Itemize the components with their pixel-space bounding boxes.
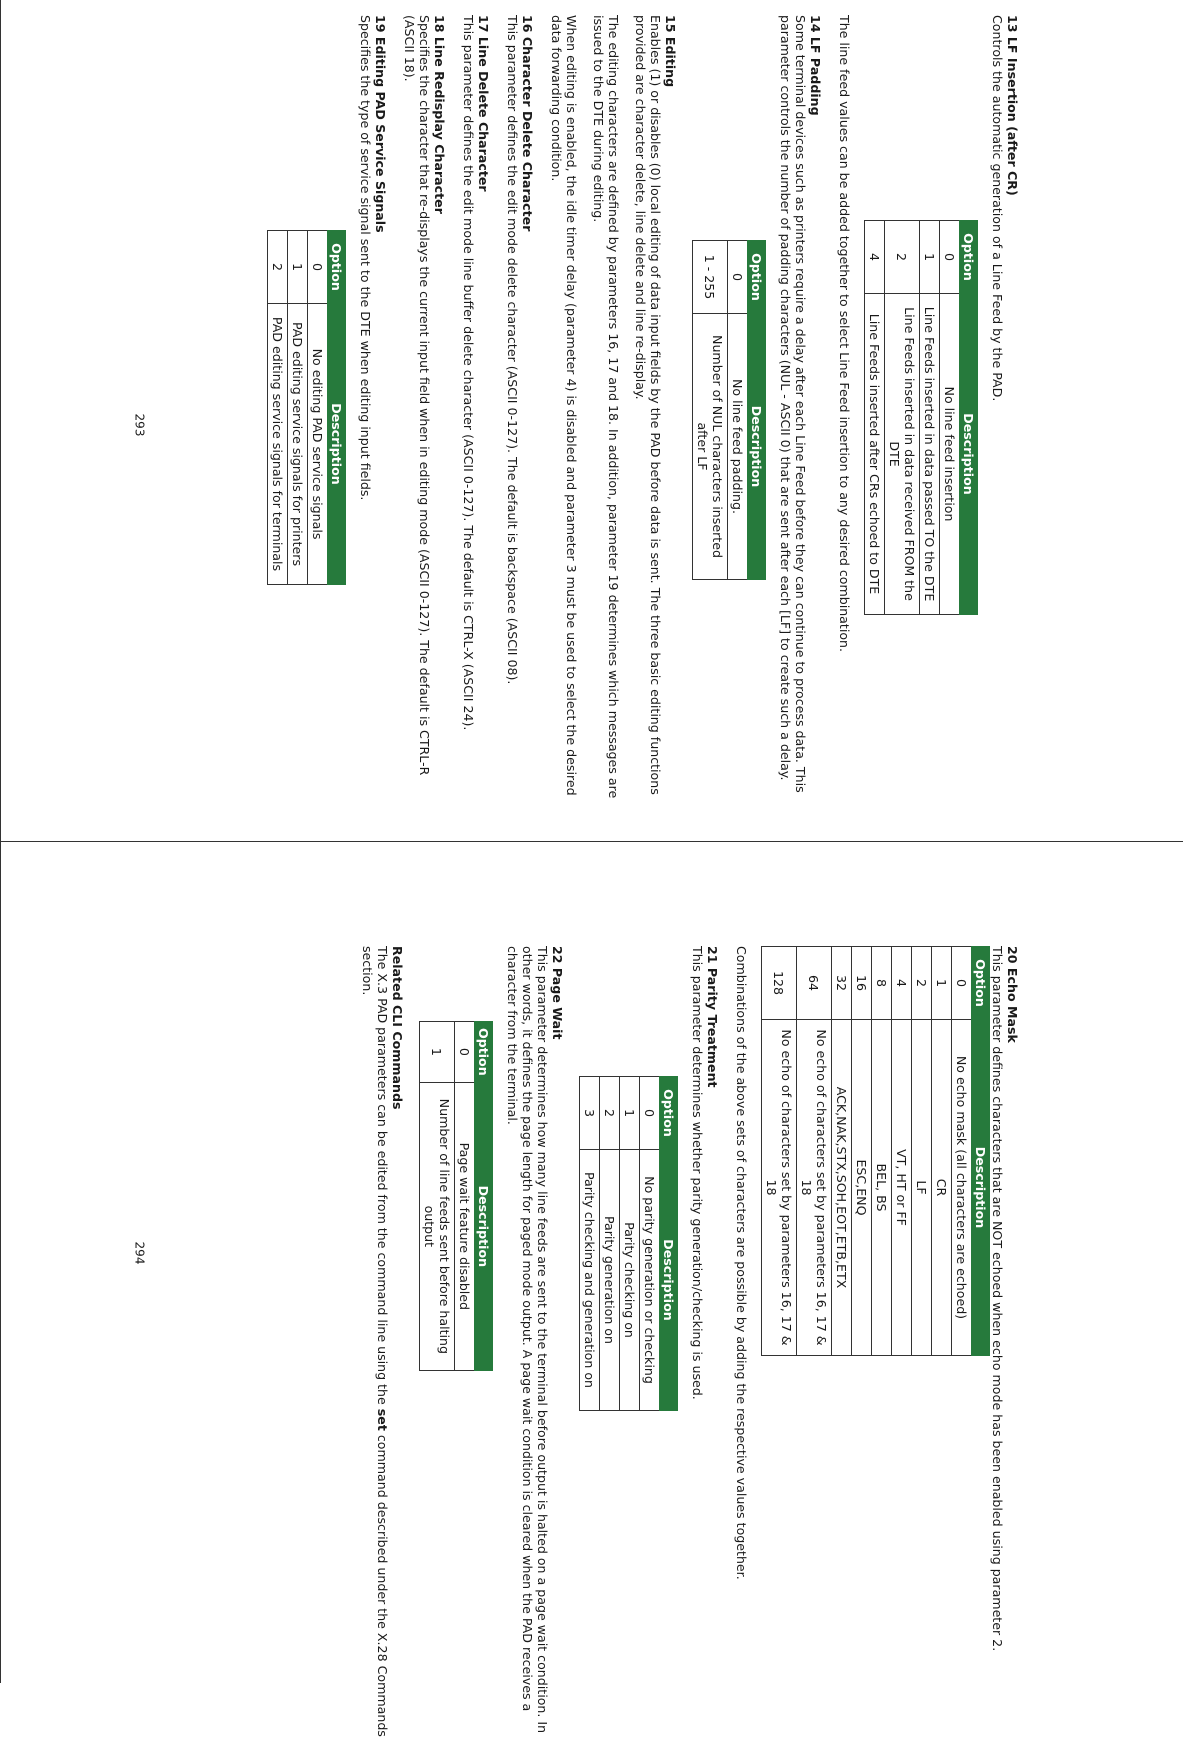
section-14-text: Some terminal devices such as printers require a delay after each Line Feed before they can continue to process data. This parameter controls the number of padding characters (NUL - ASCII 0) that are sent after each [LF] to create such a delay. <box>778 15 808 793</box>
option-header: Option <box>475 1022 493 1083</box>
description-cell: ACK,NAK,STX,SOH,EOT,ETB,ETX <box>832 1020 852 1356</box>
option-cell: 2 <box>912 947 932 1020</box>
table-header <box>960 221 978 615</box>
option-cell: 1 - 255 <box>693 241 728 314</box>
section-13-title: 13 LF Insertion (after CR) <box>1005 15 1020 196</box>
section-13-note: The line feed values can be added together to select Line Feed insertion to any desired combination. <box>837 15 852 653</box>
section-15-text-2: The editing characters are defined by parameters 16, 17 and 18. In addition, parameter 19 determines which messages are issued to the DTE during editing. <box>591 15 621 799</box>
description-cell: No echo of characters set by parameters 16, 17 & 18 <box>797 1020 832 1356</box>
option-cell: 4 <box>865 221 885 294</box>
set-command: set <box>375 1408 390 1431</box>
description-cell: CR <box>932 1020 952 1356</box>
table-row <box>892 947 912 1356</box>
section-20 <box>734 946 1020 1746</box>
description-cell: VT, HT or FF <box>892 1020 912 1356</box>
description-cell: Line Feeds inserted in data passed TO the DTE <box>920 294 940 615</box>
option-cell: 1 <box>288 231 308 304</box>
option-header: Option <box>960 221 978 294</box>
section-16-text: This parameter defines the edit mode delete character (ASCII 0-127). The default is backspace (ASCII 08). <box>505 15 520 685</box>
option-header: Option <box>972 947 990 1020</box>
option-cell: 0 <box>728 241 748 314</box>
lf-insertion-table <box>864 220 978 615</box>
description-cell: BEL, BS <box>872 1020 892 1356</box>
description-cell: PAD editing service signals for printers <box>288 304 308 585</box>
table-row <box>872 947 892 1356</box>
option-cell: 128 <box>762 947 797 1020</box>
table-header <box>748 241 766 580</box>
option-cell: 3 <box>580 1077 600 1150</box>
section-16 <box>505 15 535 815</box>
section-20-title: 20 Echo Mask <box>1005 946 1020 1043</box>
section-18 <box>402 15 447 815</box>
section-13-text: Controls the automatic generation of a Line Feed by the PAD. <box>990 15 1005 402</box>
option-cell: 2 <box>268 231 288 304</box>
section-13 <box>837 15 1020 815</box>
section-22 <box>419 946 565 1746</box>
description-cell: Parity checking on <box>620 1150 640 1411</box>
section-19-title: 19 Editing PAD Service Signals <box>373 15 388 233</box>
section-19-text: Specifies the type of service signal sent to the DTE when editing input fields. <box>358 15 373 501</box>
option-header: Option <box>748 241 766 314</box>
option-cell: 0 <box>308 231 328 304</box>
option-cell: 8 <box>872 947 892 1020</box>
option-header: Option <box>328 231 346 304</box>
description-header: Description <box>748 314 766 580</box>
section-22-text: This parameter determines how many line feeds are sent to the terminal before output is halted on a page wait condition. In other words, it defines the page length for paged mode output. A page wait condition is cleared when the PAD receives a character from the terminal. <box>505 946 550 1734</box>
description-header: Description <box>475 1082 493 1370</box>
table-row <box>580 1077 600 1411</box>
table-row <box>852 947 872 1356</box>
page-293-content <box>120 15 1020 815</box>
description-cell: No echo mask (all characters are echoed) <box>952 1020 972 1356</box>
related-commands-title: Related CLI Commands <box>390 946 405 1110</box>
description-cell: No parity generation or checking <box>640 1150 660 1411</box>
echo-mask-table <box>761 946 990 1356</box>
table-row <box>832 947 852 1356</box>
table-row <box>932 947 952 1356</box>
description-cell: Line Feeds inserted after CRs echoed to DTE <box>865 294 885 615</box>
description-cell: Parity checking and generation on <box>580 1150 600 1411</box>
table-row <box>455 1022 475 1371</box>
section-14 <box>692 15 823 815</box>
description-cell: Page wait feature disabled <box>455 1082 475 1370</box>
section-18-title: 18 Line Redisplay Character <box>432 15 447 214</box>
description-cell: No echo of characters set by parameters 16, 17 & 18 <box>762 1020 797 1356</box>
section-21-text: This parameter determines whether parity generation/checking is used. <box>690 946 705 1400</box>
section-19 <box>267 15 388 815</box>
section-16-title: 16 Character Delete Character <box>520 15 535 232</box>
table-row <box>640 1077 660 1411</box>
option-cell: 0 <box>952 947 972 1020</box>
parity-table <box>579 1076 678 1411</box>
section-18-text: Specifies the character that re-displays the current input field when in editing mode (ASCII 0-127). The default is CTRL-R (ASCII 18). <box>402 15 432 776</box>
option-cell: 1 <box>932 947 952 1020</box>
option-cell: 0 <box>940 221 960 294</box>
table-row <box>693 241 728 580</box>
description-cell: Line Feeds inserted in data received FROM the DTE <box>885 294 920 615</box>
table-row <box>952 947 972 1356</box>
lf-padding-table <box>692 240 766 580</box>
option-cell: 0 <box>640 1077 660 1150</box>
related-commands-text <box>360 946 390 1746</box>
description-cell: No line feed insertion <box>940 294 960 615</box>
option-cell: 0 <box>455 1022 475 1083</box>
section-21 <box>579 946 720 1746</box>
table-header <box>660 1077 678 1411</box>
related-commands <box>360 946 405 1746</box>
section-21-title: 21 Parity Treatment <box>705 946 720 1088</box>
table-row <box>620 1077 640 1411</box>
page-number: 294 <box>132 1241 147 1265</box>
description-cell: Number of NUL characters inserted after LF <box>693 314 728 580</box>
table-row <box>865 221 885 615</box>
option-cell: 1 <box>920 221 940 294</box>
table-row <box>600 1077 620 1411</box>
section-15 <box>549 15 678 815</box>
section-17-text: This parameter defines the edit mode line buffer delete character (ASCII 0-127). The default is CTRL-X (ASCII 24). <box>461 15 476 731</box>
description-header: Description <box>328 304 346 585</box>
option-header: Option <box>660 1077 678 1150</box>
description-cell: No line feed padding. <box>728 314 748 580</box>
description-cell: Parity generation on <box>600 1150 620 1411</box>
table-row <box>420 1022 455 1371</box>
table-row <box>762 947 797 1356</box>
description-cell: ESC,ENQ <box>852 1020 872 1356</box>
related-text-after: command described under the X.28 Commands section. <box>360 946 390 1737</box>
section-20-note: Combinations of the above sets of characters are possible by adding the respective values together. <box>734 946 749 1580</box>
table-row <box>940 221 960 615</box>
table-row <box>920 221 940 615</box>
description-cell: No editing PAD service signals <box>308 304 328 585</box>
table-header <box>972 947 990 1356</box>
table-header <box>475 1022 493 1371</box>
table-row <box>308 231 328 585</box>
option-cell: 2 <box>885 221 920 294</box>
description-cell: Number of line feeds sent before halting output <box>420 1082 455 1370</box>
option-cell: 32 <box>832 947 852 1020</box>
option-cell: 64 <box>797 947 832 1020</box>
description-cell: PAD editing service signals for terminals <box>268 304 288 585</box>
table-row <box>885 221 920 615</box>
section-15-text-1: Enables (1) or disables (0) local editing of data input fields by the PAD before data is sent. The three basic editing functions provided are character delete, line delete and line re-display. <box>633 15 663 795</box>
table-header <box>328 231 346 585</box>
table-row <box>728 241 748 580</box>
related-text-before: The X.3 PAD parameters can be edited from the command line using the <box>375 946 390 1409</box>
section-22-title: 22 Page Wait <box>550 946 565 1040</box>
table-row <box>268 231 288 585</box>
section-17 <box>461 15 491 815</box>
page-294-content <box>120 946 1020 1746</box>
section-14-title: 14 LF Padding <box>808 15 823 116</box>
section-15-text-3: When editing is enabled, the idle timer delay (parameter 4) is disabled and parameter 3 must be used to select the desired data forwarding condition. <box>549 15 579 796</box>
table-row <box>797 947 832 1356</box>
page-293 <box>0 0 1183 841</box>
section-20-text: This parameter defines characters that are NOT echoed when echo mode has been enabled using parameter 2. <box>990 946 1005 1652</box>
description-header: Description <box>960 294 978 615</box>
table-row <box>288 231 308 585</box>
description-header: Description <box>972 1020 990 1356</box>
page-number: 293 <box>132 413 147 437</box>
description-header: Description <box>660 1150 678 1411</box>
page-wait-table <box>419 1021 493 1371</box>
table-row <box>912 947 932 1356</box>
option-cell: 4 <box>892 947 912 1020</box>
section-17-title: 17 Line Delete Character <box>476 15 491 192</box>
pad-service-signals-table <box>267 230 346 585</box>
description-cell: LF <box>912 1020 932 1356</box>
section-15-title: 15 Editing <box>663 15 678 88</box>
option-cell: 2 <box>600 1077 620 1150</box>
option-cell: 1 <box>420 1022 455 1083</box>
option-cell: 16 <box>852 947 872 1020</box>
option-cell: 1 <box>620 1077 640 1150</box>
